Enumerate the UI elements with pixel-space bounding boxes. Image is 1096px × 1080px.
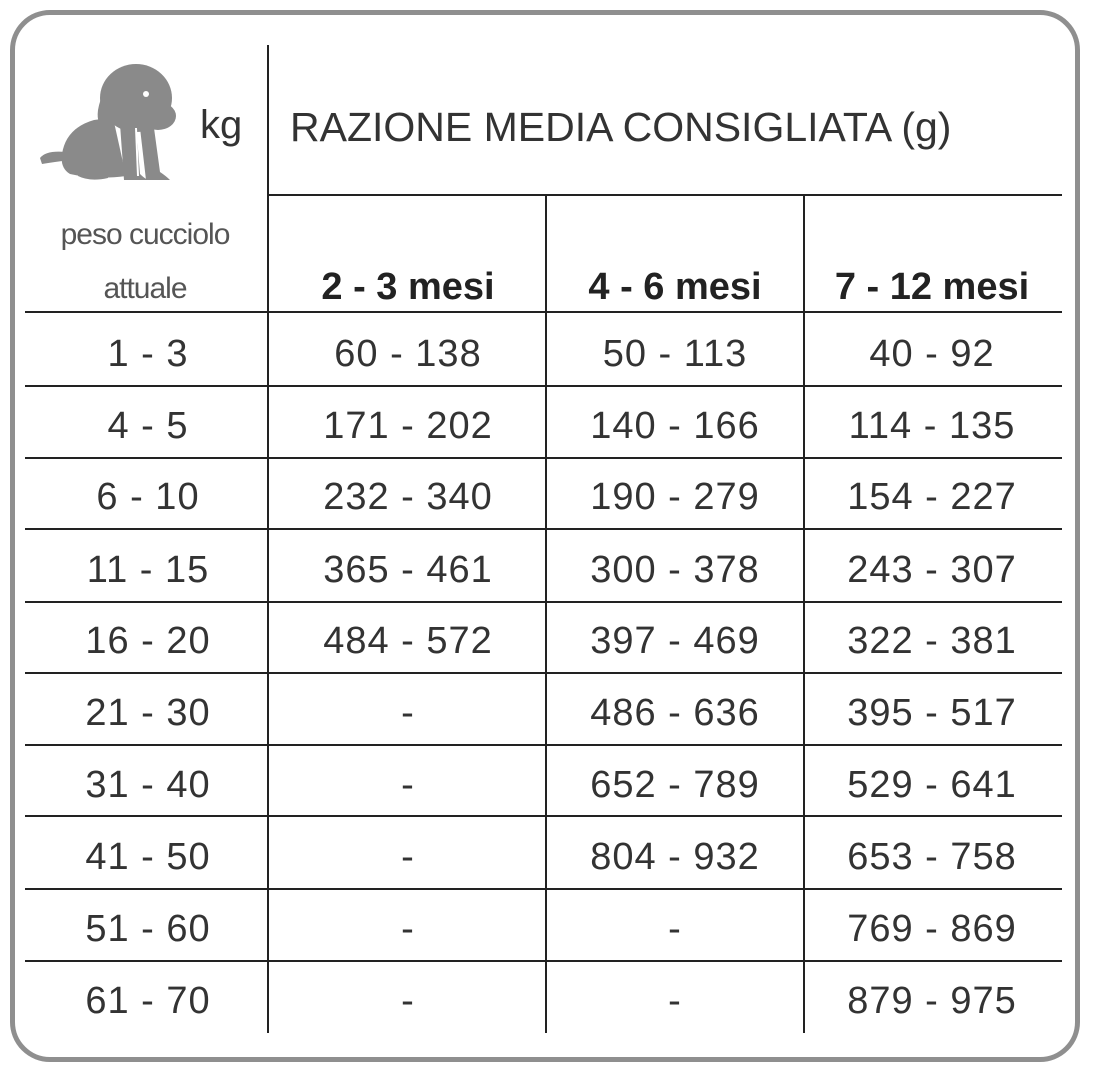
ration-cell-4-6: 397 - 469: [590, 620, 760, 662]
weight-cell: 21 - 30: [85, 692, 211, 734]
weight-cell: 51 - 60: [85, 908, 211, 950]
divider-row: [25, 311, 1062, 313]
ration-cell-7-12: 154 - 227: [847, 476, 1017, 518]
ration-cell-7-12: 529 - 641: [847, 764, 1017, 806]
divider-header: [268, 194, 1062, 196]
ration-cell-2-3: 232 - 340: [323, 476, 493, 518]
divider-row: [25, 744, 1062, 746]
ration-cell-7-12: 114 - 135: [848, 405, 1016, 447]
ration-cell-7-12: 769 - 869: [847, 908, 1017, 950]
ration-cell-2-3: -: [401, 836, 415, 878]
puppy-icon: [36, 58, 186, 183]
ration-cell-2-3: 365 - 461: [323, 549, 493, 591]
ration-cell-4-6: 804 - 932: [590, 836, 760, 878]
ration-cell-4-6: 652 - 789: [590, 764, 760, 806]
weight-cell: 6 - 10: [96, 476, 200, 518]
weight-label-line1: peso cucciolo: [60, 218, 230, 251]
ration-cell-2-3: 171 - 202: [323, 405, 493, 447]
weight-cell: 16 - 20: [85, 620, 211, 662]
ration-cell-4-6: 190 - 279: [590, 476, 760, 518]
ration-cell-4-6: 300 - 378: [590, 549, 760, 591]
column-header-2-3-mesi: 2 - 3 mesi: [321, 266, 495, 308]
ration-cell-2-3: 484 - 572: [323, 620, 493, 662]
ration-cell-7-12: 322 - 381: [847, 620, 1017, 662]
ration-cell-7-12: 395 - 517: [847, 692, 1017, 734]
table-title: RAZIONE MEDIA CONSIGLIATA (g): [290, 104, 952, 150]
divider-row: [25, 672, 1062, 674]
column-header-7-12-mesi: 7 - 12 mesi: [834, 266, 1030, 308]
divider-row: [25, 601, 1062, 603]
weight-label-line2: attuale: [103, 272, 187, 305]
divider-row: [25, 457, 1062, 459]
weight-cell: 11 - 15: [86, 549, 210, 591]
divider-row: [25, 888, 1062, 890]
ration-cell-7-12: 40 - 92: [869, 333, 995, 375]
weight-cell: 4 - 5: [107, 405, 189, 447]
ration-cell-2-3: -: [401, 764, 415, 806]
ration-cell-2-3: -: [401, 908, 415, 950]
ration-cell-7-12: 243 - 307: [847, 549, 1017, 591]
ration-cell-4-6: -: [668, 908, 682, 950]
weight-cell: 61 - 70: [85, 980, 211, 1022]
unit-label: kg: [200, 103, 243, 147]
column-header-4-6-mesi: 4 - 6 mesi: [588, 266, 762, 308]
ration-cell-4-6: 140 - 166: [590, 405, 760, 447]
ration-cell-4-6: -: [668, 980, 682, 1022]
divider-row: [25, 385, 1062, 387]
weight-cell: 41 - 50: [85, 836, 211, 878]
weight-cell: 1 - 3: [107, 333, 189, 375]
divider-row: [25, 815, 1062, 817]
weight-cell: 31 - 40: [85, 764, 211, 806]
divider-row: [25, 528, 1062, 530]
divider-row: [25, 960, 1062, 962]
ration-cell-4-6: 50 - 113: [602, 333, 748, 375]
ration-cell-2-3: -: [401, 980, 415, 1022]
ration-cell-2-3: -: [401, 692, 415, 734]
ration-cell-4-6: 486 - 636: [590, 692, 760, 734]
ration-cell-2-3: 60 - 138: [334, 333, 482, 375]
ration-cell-7-12: 653 - 758: [847, 836, 1017, 878]
ration-cell-7-12: 879 - 975: [847, 980, 1017, 1022]
